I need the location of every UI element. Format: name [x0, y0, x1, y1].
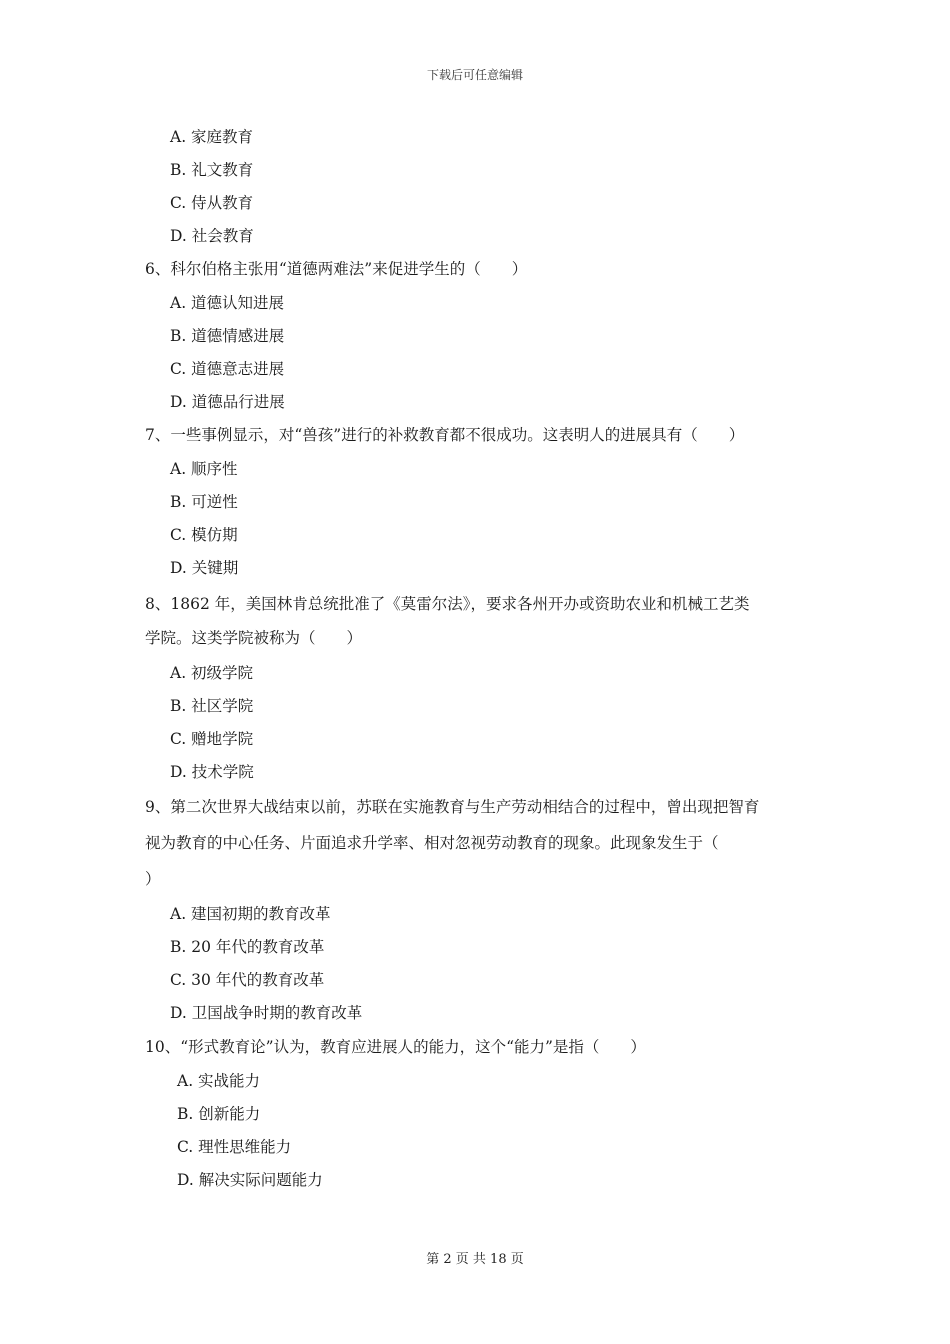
q8-stem-line1: 8、1862 年，美国林肯总统批准了《莫雷尔法》，要求各州开办或资助农业和机械工艺类 [145, 595, 750, 613]
q6-option-d: D. 道德品行进展 [170, 393, 285, 411]
q7-option-c: C. 模仿期 [170, 526, 238, 544]
q7-option-b: B. 可逆性 [170, 493, 238, 511]
q9-option-d: D. 卫国战争时期的教育改革 [170, 1004, 363, 1022]
q10-stem: 10、“形式教育论”认为，教育应进展人的能力，这个“能力”是指（ ） [145, 1038, 646, 1056]
q9-stem-line2: 视为教育的中心任务、片面追求升学率、相对忽视劳动教育的现象。此现象发生于（ [145, 834, 719, 852]
q10-option-a: A. 实战能力 [177, 1072, 261, 1090]
page-header: 下载后可任意编辑 [426, 68, 523, 82]
q6-option-c: C. 道德意志进展 [170, 360, 285, 378]
q10-option-b: B. 创新能力 [177, 1105, 261, 1123]
q6-option-a: A. 道德认知进展 [170, 294, 285, 312]
q9-stem-line3: ） [145, 870, 161, 888]
q7-stem: 7、一些事例显示，对“兽孩”进行的补救教育都不很成功。这表明人的进展具有（ ） [145, 426, 745, 444]
q6-option-b: B. 道德情感进展 [170, 327, 285, 345]
q8-option-b: B. 社区学院 [170, 697, 254, 715]
q9-option-a: A. 建国初期的教育改革 [170, 905, 331, 923]
q7-option-d: D. 关键期 [170, 559, 239, 577]
q5-option-a: A. 家庭教育 [170, 128, 254, 146]
page-footer: 第 2 页 共 18 页 [426, 1252, 524, 1267]
q7-option-a: A. 顺序性 [170, 460, 238, 478]
q10-option-c: C. 理性思维能力 [177, 1138, 292, 1156]
q5-option-d: D. 社会教育 [170, 227, 254, 245]
q6-stem: 6、科尔伯格主张用“道德两难法”来促进学生的（ ） [145, 260, 528, 278]
q8-option-a: A. 初级学院 [170, 664, 254, 682]
q9-option-b: B. 20 年代的教育改革 [170, 938, 325, 956]
q9-stem-line1: 9、第二次世界大战结束以前，苏联在实施教育与生产劳动相结合的过程中，曾出现把智育 [145, 798, 760, 816]
q10-option-d: D. 解决实际问题能力 [177, 1171, 323, 1189]
q8-option-d: D. 技术学院 [170, 763, 254, 781]
q5-option-c: C. 侍从教育 [170, 194, 254, 212]
q8-stem-line2: 学院。这类学院被称为（ ） [145, 629, 363, 647]
q8-option-c: C. 赠地学院 [170, 730, 254, 748]
q9-option-c: C. 30 年代的教育改革 [170, 971, 325, 989]
q5-option-b: B. 礼文教育 [170, 161, 254, 179]
